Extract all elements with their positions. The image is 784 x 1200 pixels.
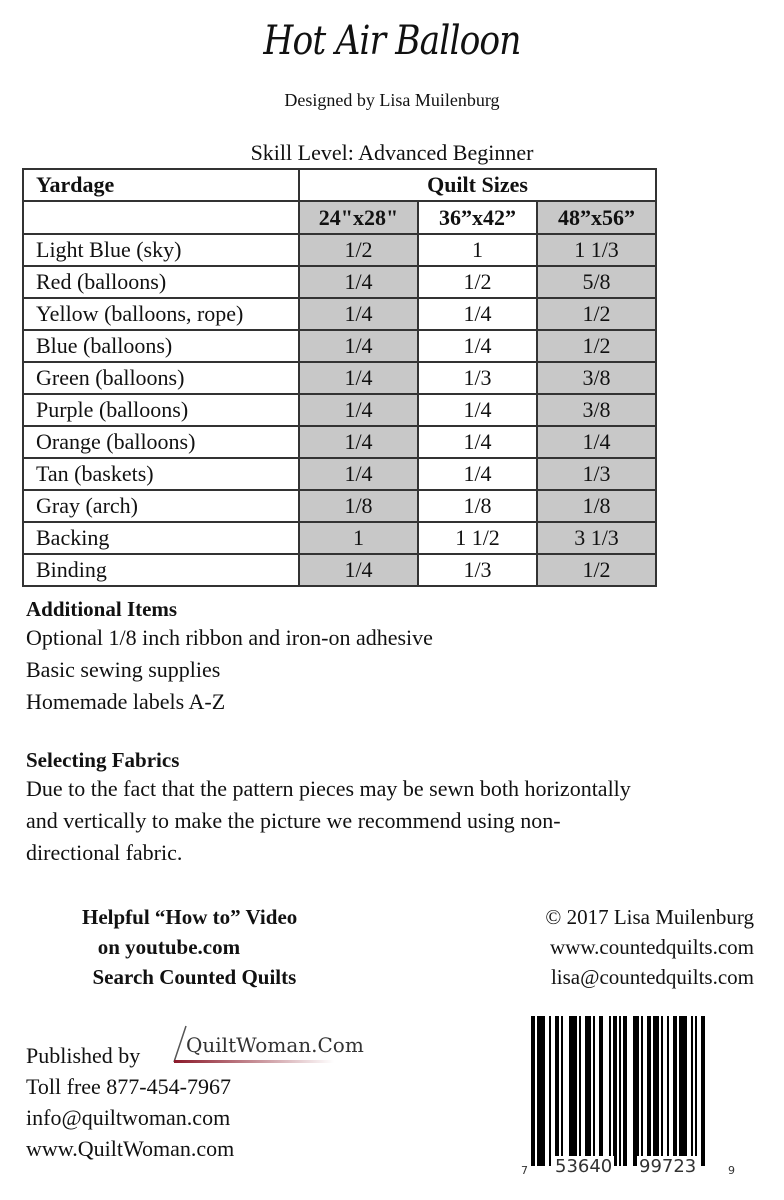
yardage-value: 3/8 (537, 394, 656, 426)
copyright-line: © 2017 Lisa Muilenburg (545, 905, 754, 929)
additional-item: Optional 1/8 inch ribbon and iron-on adhesive (26, 625, 433, 650)
yardage-value: 1/4 (299, 330, 418, 362)
table-row (23, 298, 656, 330)
yardage-value: 1/4 (537, 426, 656, 458)
fabric-name: Backing (23, 522, 299, 554)
blank-header-cell (23, 201, 299, 234)
publisher-website[interactable]: www.QuiltWoman.com (26, 1136, 235, 1161)
yardage-value: 5/8 (537, 266, 656, 298)
upc-barcode-icon (521, 1016, 735, 1178)
yardage-value: 1/4 (418, 458, 537, 490)
additional-items-section (26, 597, 433, 718)
website-link[interactable]: www.countedquilts.com (550, 935, 754, 959)
skill-level: Skill Level: Advanced Beginner (250, 140, 534, 165)
table-row (23, 266, 656, 298)
barcode-bar (633, 1016, 639, 1166)
yardage-value: 1/4 (299, 426, 418, 458)
paragraph-line: and vertically to make the picture we recommend using non- (26, 808, 561, 833)
designer-credit: Designed by Lisa Muilenburg (284, 90, 500, 110)
yardage-value: 1/8 (299, 490, 418, 522)
fabric-name: Binding (23, 554, 299, 586)
barcode-bar (569, 1016, 577, 1166)
yardage-value: 1/2 (537, 330, 656, 362)
table-row (23, 234, 656, 266)
barcode-bar (613, 1016, 617, 1166)
barcode-bar (585, 1016, 591, 1166)
barcode-bar (599, 1016, 603, 1166)
yardage-value: 1/3 (537, 458, 656, 490)
video-line: Search Counted Quilts (82, 965, 297, 989)
paragraph-line: directional fabric. (26, 840, 183, 865)
barcode-bar (593, 1016, 595, 1166)
additional-item: Basic sewing supplies (26, 657, 221, 682)
additional-item: Homemade labels A-Z (26, 689, 226, 714)
barcode-bar (701, 1016, 705, 1166)
yardage-value: 1/2 (299, 234, 418, 266)
size-header: 36”x42” (418, 201, 537, 234)
yardage-value: 1/4 (299, 362, 418, 394)
barcode-bar (623, 1016, 627, 1166)
section-heading: Additional Items (26, 597, 178, 621)
yardage-value: 1 (418, 234, 537, 266)
email-link[interactable]: lisa@countedquilts.com (550, 965, 754, 989)
yardage-value: 3 1/3 (537, 522, 656, 554)
yardage-value: 3/8 (537, 362, 656, 394)
phone-number: Toll free 877-454-7967 (26, 1074, 231, 1099)
yardage-value: 1/4 (299, 554, 418, 586)
fabric-name: Yellow (balloons, rope) (23, 298, 299, 330)
yardage-value: 1/4 (418, 394, 537, 426)
fabric-name: Orange (balloons) (23, 426, 299, 458)
barcode-bar (531, 1016, 535, 1166)
barcode-bar (679, 1016, 687, 1166)
selecting-fabrics-section (26, 748, 766, 869)
barcode-bar (653, 1016, 659, 1166)
yardage-value: 1/3 (418, 362, 537, 394)
yardage-value: 1 (299, 522, 418, 554)
fabric-name: Blue (balloons) (23, 330, 299, 362)
video-line: on youtube.com (82, 935, 241, 959)
barcode-bar (691, 1016, 693, 1166)
size-header: 24"x28" (299, 201, 418, 234)
paragraph-line: Due to the fact that the pattern pieces may be sewn both horizontally (26, 776, 631, 801)
barcode-bar (661, 1016, 663, 1166)
published-by-label: Published by (26, 1043, 141, 1068)
yardage-value: 1/4 (418, 298, 537, 330)
barcode-right-group: 99723 (639, 1156, 697, 1177)
yardage-value: 1 1/2 (418, 522, 537, 554)
yardage-value: 1/2 (418, 266, 537, 298)
table-row (23, 458, 656, 490)
table-row (23, 426, 656, 458)
barcode-left-group: 53640 (555, 1156, 613, 1177)
yardage-value: 1/4 (418, 426, 537, 458)
barcode-bar (561, 1016, 563, 1166)
barcode-bar (641, 1016, 643, 1166)
barcode-check-digit: 9 (728, 1164, 735, 1177)
barcode-bar (619, 1016, 621, 1166)
yardage-table (22, 168, 657, 587)
video-line: Helpful “How to” Video (82, 905, 298, 929)
yardage-value: 1/8 (537, 490, 656, 522)
barcode-bar (647, 1016, 651, 1166)
yardage-value: 1/4 (418, 330, 537, 362)
yardage-value: 1/4 (299, 394, 418, 426)
yardage-value: 1 1/3 (537, 234, 656, 266)
quiltwoman-logo (170, 1022, 364, 1066)
fabric-name: Tan (baskets) (23, 458, 299, 490)
barcode-bar (549, 1016, 551, 1166)
yardage-value: 1/4 (299, 266, 418, 298)
yardage-value: 1/8 (418, 490, 537, 522)
yardage-value: 1/2 (537, 298, 656, 330)
table-row (23, 330, 656, 362)
table-row (23, 522, 656, 554)
barcode-bar (579, 1016, 581, 1166)
fabric-name: Light Blue (sky) (23, 234, 299, 266)
fabric-name: Red (balloons) (23, 266, 299, 298)
barcode-bar (555, 1016, 559, 1166)
table-row (23, 394, 656, 426)
barcode-bars (525, 1016, 735, 1166)
yardage-value: 1/4 (299, 298, 418, 330)
barcode-bar (537, 1016, 545, 1166)
table-row (23, 362, 656, 394)
barcode-bar (673, 1016, 677, 1166)
table-row (23, 490, 656, 522)
barcode-bar (609, 1016, 611, 1166)
fabric-name: Purple (balloons) (23, 394, 299, 426)
yardage-value: 1/3 (418, 554, 537, 586)
barcode-lead-digit: 7 (521, 1164, 528, 1177)
copyright-block (545, 902, 754, 992)
yardage-value: 1/4 (299, 458, 418, 490)
size-header: 48”x56” (537, 201, 656, 234)
quilt-sizes-header: Quilt Sizes (299, 169, 656, 201)
video-info (82, 902, 382, 992)
pattern-title: Hot Air Balloon (263, 18, 521, 64)
size-header-row (23, 201, 656, 234)
table-row (23, 554, 656, 586)
publisher-email[interactable]: info@quiltwoman.com (26, 1105, 231, 1130)
yardage-value: 1/2 (537, 554, 656, 586)
fabric-name: Green (balloons) (23, 362, 299, 394)
table-header-row (23, 169, 656, 201)
fabric-name: Gray (arch) (23, 490, 299, 522)
logo-text: QuiltWoman.Com (186, 1033, 364, 1057)
logo-graphic (170, 1022, 364, 1066)
section-heading: Selecting Fabrics (26, 748, 180, 772)
barcode-bar (667, 1016, 669, 1166)
barcode-bar (695, 1016, 697, 1166)
yardage-header: Yardage (23, 169, 299, 201)
